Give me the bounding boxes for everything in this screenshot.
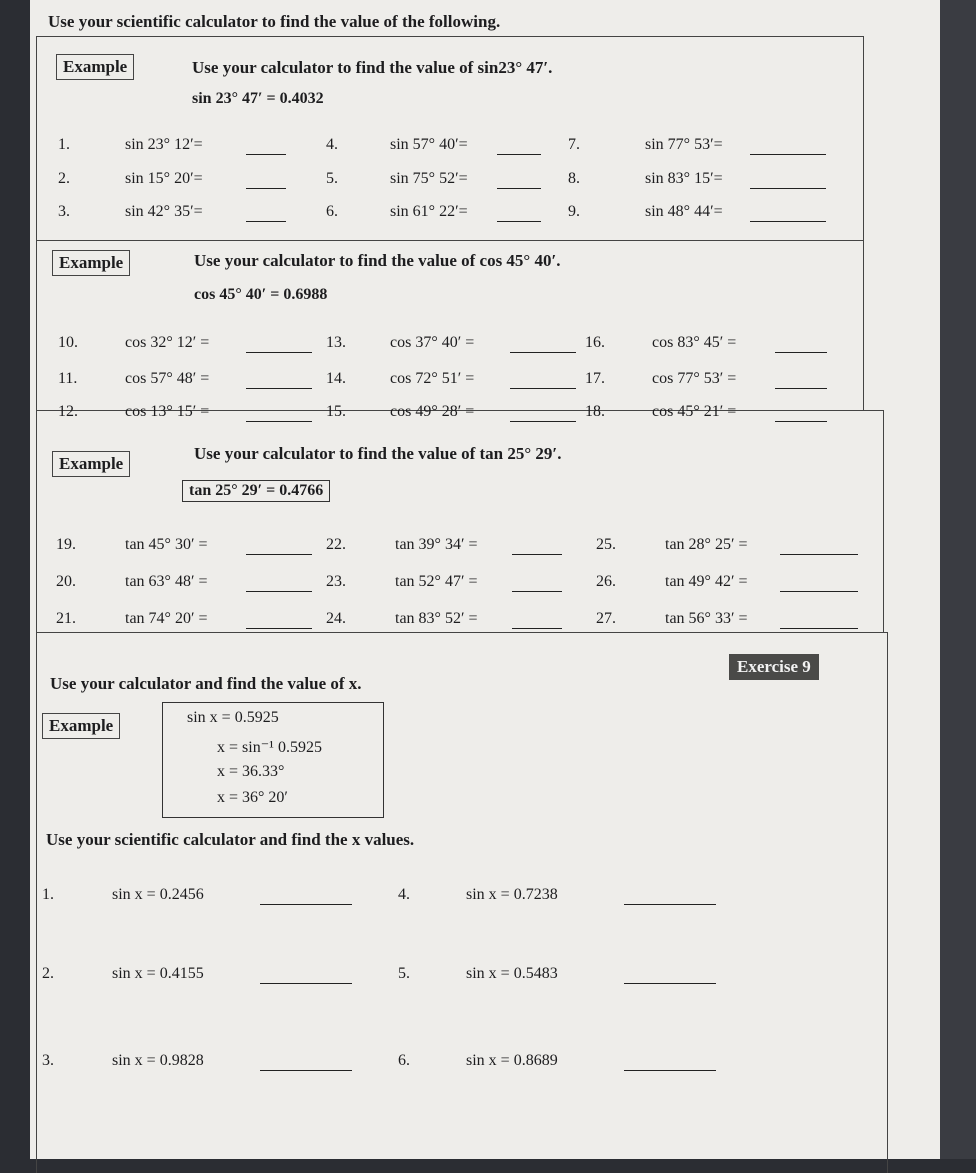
question-number: 26. bbox=[596, 573, 616, 590]
answer-blank[interactable] bbox=[246, 154, 286, 155]
question-expression: sin x = 0.5483 bbox=[466, 965, 558, 982]
question-expression: tan 63° 48′ = bbox=[125, 573, 208, 590]
example-prompt: Use your calculator to find the value of tan 25° 29′. bbox=[194, 444, 562, 463]
answer-blank[interactable] bbox=[510, 388, 576, 389]
example-line: x = sin⁻¹ 0.5925 bbox=[217, 739, 322, 756]
question-number: 2. bbox=[58, 170, 70, 187]
question-expression: cos 32° 12′ = bbox=[125, 334, 210, 351]
answer-blank[interactable] bbox=[510, 352, 576, 353]
example-answer: sin 23° 47′ = 0.4032 bbox=[192, 90, 324, 107]
question-expression: sin 83° 15′= bbox=[645, 170, 723, 187]
example-line: x = 36.33° bbox=[217, 763, 285, 780]
example-box bbox=[162, 702, 384, 818]
question-number: 12. bbox=[58, 403, 78, 420]
question-expression: cos 77° 53′ = bbox=[652, 370, 737, 387]
example-label: Example bbox=[42, 713, 120, 739]
answer-blank[interactable] bbox=[624, 904, 716, 905]
question-number: 15. bbox=[326, 403, 346, 420]
example-answer: tan 25° 29′ = 0.4766 bbox=[182, 480, 330, 502]
question-expression: sin 48° 44′= bbox=[645, 203, 723, 220]
question-expression: tan 49° 42′ = bbox=[665, 573, 748, 590]
answer-blank[interactable] bbox=[246, 628, 312, 629]
answer-blank[interactable] bbox=[624, 983, 716, 984]
answer-blank[interactable] bbox=[512, 591, 562, 592]
answer-blank[interactable] bbox=[780, 628, 858, 629]
question-expression: sin 42° 35′= bbox=[125, 203, 203, 220]
answer-blank[interactable] bbox=[260, 983, 352, 984]
example-answer: cos 45° 40′ = 0.6988 bbox=[194, 286, 328, 303]
example-line: sin x = 0.5925 bbox=[187, 709, 279, 726]
question-expression: tan 74° 20′ = bbox=[125, 610, 208, 627]
question-expression: sin 23° 12′= bbox=[125, 136, 203, 153]
answer-blank[interactable] bbox=[246, 554, 312, 555]
example-prompt: Use your calculator to find the value of sin23° 47′. bbox=[192, 58, 553, 77]
answer-blank[interactable] bbox=[260, 1070, 352, 1071]
answer-blank[interactable] bbox=[780, 591, 858, 592]
answer-blank[interactable] bbox=[497, 154, 541, 155]
background-edge bbox=[940, 0, 976, 1159]
question-number: 10. bbox=[58, 334, 78, 351]
question-expression: tan 56° 33′ = bbox=[665, 610, 748, 627]
question-number: 11. bbox=[58, 370, 78, 387]
example-label: Example bbox=[56, 54, 134, 80]
question-expression: tan 52° 47′ = bbox=[395, 573, 478, 590]
answer-blank[interactable] bbox=[750, 221, 826, 222]
answer-blank[interactable] bbox=[750, 188, 826, 189]
answer-blank[interactable] bbox=[750, 154, 826, 155]
question-expression: cos 37° 40′ = bbox=[390, 334, 475, 351]
question-expression: cos 72° 51′ = bbox=[390, 370, 475, 387]
question-number: 3. bbox=[58, 203, 70, 220]
inverse-prompt: Use your calculator and find the value of x. bbox=[50, 674, 362, 693]
example-label: Example bbox=[52, 250, 130, 276]
question-number: 18. bbox=[585, 403, 605, 420]
question-number: 27. bbox=[596, 610, 616, 627]
answer-blank[interactable] bbox=[497, 188, 541, 189]
question-number: 3. bbox=[42, 1052, 54, 1069]
answer-blank[interactable] bbox=[246, 221, 286, 222]
answer-blank[interactable] bbox=[512, 554, 562, 555]
answer-blank[interactable] bbox=[246, 352, 312, 353]
question-number: 8. bbox=[568, 170, 580, 187]
question-expression: sin 15° 20′= bbox=[125, 170, 203, 187]
example-line: x = 36° 20′ bbox=[217, 789, 288, 806]
question-number: 5. bbox=[398, 965, 410, 982]
answer-blank[interactable] bbox=[246, 188, 286, 189]
question-expression: sin 57° 40′= bbox=[390, 136, 468, 153]
question-number: 20. bbox=[56, 573, 76, 590]
answer-blank[interactable] bbox=[246, 591, 312, 592]
question-number: 22. bbox=[326, 536, 346, 553]
question-number: 5. bbox=[326, 170, 338, 187]
question-expression: cos 83° 45′ = bbox=[652, 334, 737, 351]
question-number: 1. bbox=[58, 136, 70, 153]
answer-blank[interactable] bbox=[624, 1070, 716, 1071]
answer-blank[interactable] bbox=[775, 388, 827, 389]
question-number: 4. bbox=[398, 886, 410, 903]
question-expression: cos 13° 15′ = bbox=[125, 403, 210, 420]
question-number: 6. bbox=[326, 203, 338, 220]
example-label: Example bbox=[52, 451, 130, 477]
question-expression: cos 45° 21′ = bbox=[652, 403, 737, 420]
question-number: 9. bbox=[568, 203, 580, 220]
question-expression: sin 75° 52′= bbox=[390, 170, 468, 187]
question-number: 23. bbox=[326, 573, 346, 590]
question-expression: tan 45° 30′ = bbox=[125, 536, 208, 553]
question-expression: tan 83° 52′ = bbox=[395, 610, 478, 627]
example-prompt: Use your calculator to find the value of cos 45° 40′. bbox=[194, 251, 561, 270]
answer-blank[interactable] bbox=[497, 221, 541, 222]
question-number: 25. bbox=[596, 536, 616, 553]
question-number: 16. bbox=[585, 334, 605, 351]
worksheet-title: Use your scientific calculator to find the value of the following. bbox=[48, 12, 501, 31]
question-number: 7. bbox=[568, 136, 580, 153]
question-expression: sin x = 0.7238 bbox=[466, 886, 558, 903]
exercise-badge: Exercise 9 bbox=[729, 654, 819, 680]
question-number: 17. bbox=[585, 370, 605, 387]
question-expression: sin x = 0.4155 bbox=[112, 965, 204, 982]
question-expression: sin x = 0.9828 bbox=[112, 1052, 204, 1069]
question-expression: sin 61° 22′= bbox=[390, 203, 468, 220]
question-expression: tan 28° 25′ = bbox=[665, 536, 748, 553]
question-number: 24. bbox=[326, 610, 346, 627]
answer-blank[interactable] bbox=[246, 421, 312, 422]
question-number: 14. bbox=[326, 370, 346, 387]
answer-blank[interactable] bbox=[775, 352, 827, 353]
question-expression: sin x = 0.2456 bbox=[112, 886, 204, 903]
answer-blank[interactable] bbox=[512, 628, 562, 629]
question-number: 2. bbox=[42, 965, 54, 982]
question-number: 21. bbox=[56, 610, 76, 627]
question-expression: tan 39° 34′ = bbox=[395, 536, 478, 553]
answer-blank[interactable] bbox=[775, 421, 827, 422]
question-expression: cos 49° 28′ = bbox=[390, 403, 475, 420]
answer-blank[interactable] bbox=[246, 388, 312, 389]
question-number: 19. bbox=[56, 536, 76, 553]
question-number: 6. bbox=[398, 1052, 410, 1069]
question-expression: cos 57° 48′ = bbox=[125, 370, 210, 387]
answer-blank[interactable] bbox=[260, 904, 352, 905]
answer-blank[interactable] bbox=[510, 421, 576, 422]
question-number: 1. bbox=[42, 886, 54, 903]
question-expression: sin 77° 53′= bbox=[645, 136, 723, 153]
answer-blank[interactable] bbox=[780, 554, 858, 555]
question-number: 4. bbox=[326, 136, 338, 153]
inverse-instruction: Use your scientific calculator and find the x values. bbox=[46, 830, 415, 849]
question-expression: sin x = 0.8689 bbox=[466, 1052, 558, 1069]
question-number: 13. bbox=[326, 334, 346, 351]
